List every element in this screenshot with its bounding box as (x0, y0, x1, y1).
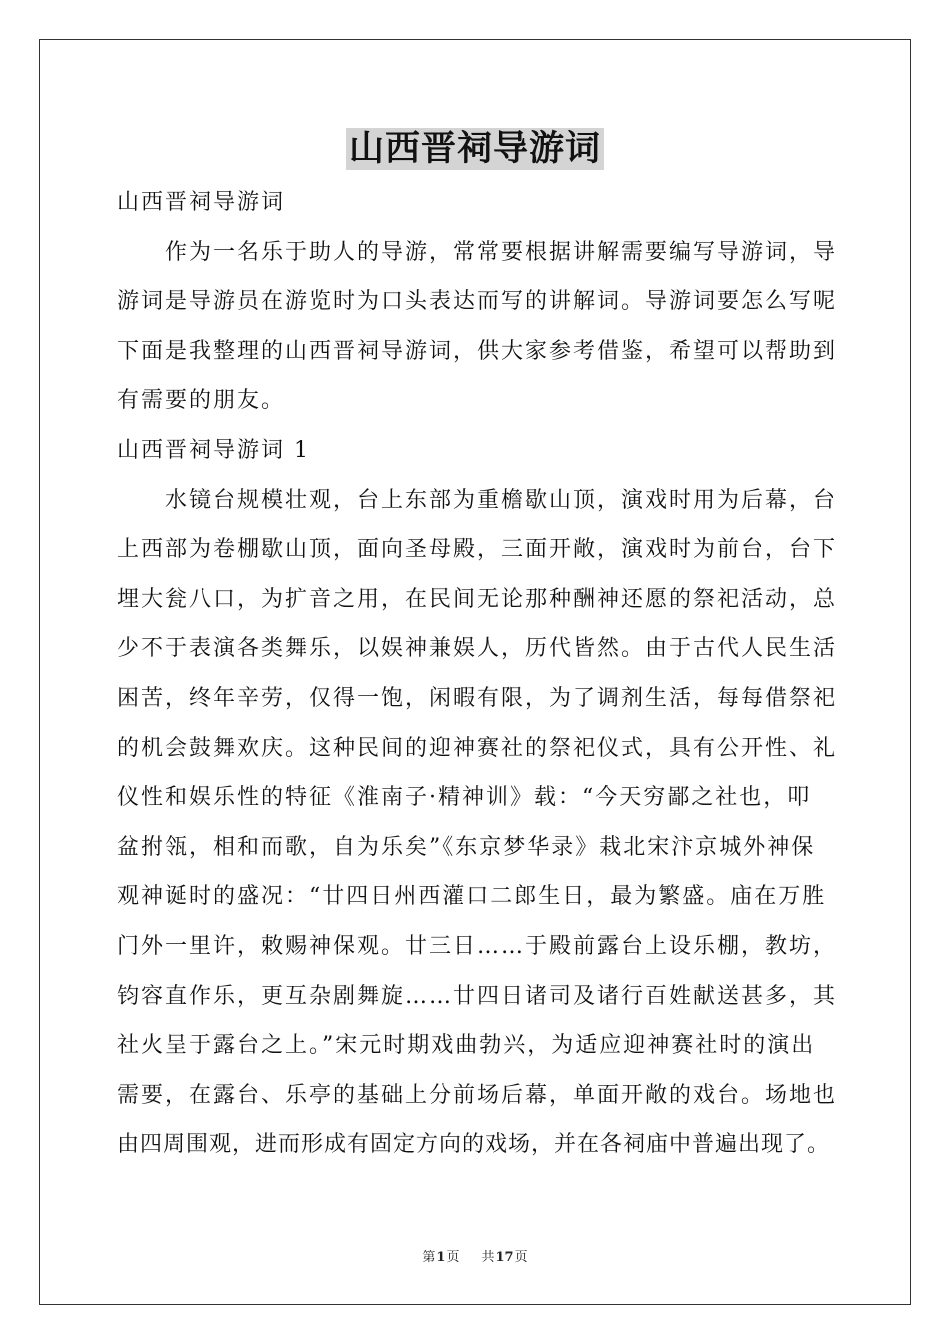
text-line: 仪性和娱乐性的特征《淮南子·精神训》载：“今天穷鄙之社也，叩 (117, 785, 812, 811)
text-line: 游词是导游员在游览时为口头表达而写的讲解词。导游词要怎么写呢 (117, 289, 838, 315)
text-line: 作为一名乐于助人的导游，常常要根据讲解需要编写导游词，导 (165, 239, 838, 265)
text-line: 山西晋祠导游词 1 (117, 437, 310, 463)
text-line: 山西晋祠导游词 (117, 190, 286, 215)
page-footer (0, 1246, 950, 1265)
text-line: 埋大瓮八口，为扩音之用，在民间无论那种酬神还愿的祭祀活动，总 (117, 586, 838, 612)
text-line: 上西部为卷棚歇山顶，面向圣母殿，三面开敞，演戏时为前台，台下 (117, 537, 838, 563)
footer-page-suffix: 页 (446, 1250, 460, 1265)
text-line: 有需要的朋友。 (117, 388, 286, 414)
text-line: 观神诞时的盛况：“廿四日州西灌口二郎生日，最为繁盛。庙在万胜 (117, 884, 827, 910)
text-line: 盆拊瓴，相和而歌，自为乐矣”《东京梦华录》栽北宋汴京城外神保 (117, 834, 816, 860)
footer-total-prefix: 共 (481, 1250, 495, 1265)
text-line: 困苦，终年辛劳，仅得一饱，闲暇有限，为了调剂生活，每每借祭祀 (117, 685, 838, 711)
title-wrap (0, 128, 950, 170)
text-line: 水镜台规模壮观，台上东部为重檐歇山顶，演戏时用为后幕，台 (165, 487, 838, 513)
text-line: 的机会鼓舞欢庆。这种民间的迎神赛社的祭祀仪式，具有公开性、礼 (117, 735, 838, 761)
text-line: 需要，在露台、乐亭的基础上分前场后幕，单面开敞的戏台。场地也 (117, 1082, 838, 1108)
text-line: 门外一里许，敕赐神保观。廿三日……于殿前露台上设乐棚，教坊， (117, 933, 838, 959)
footer-total-suffix: 页 (514, 1250, 528, 1265)
footer-page-prefix: 第 (422, 1250, 436, 1265)
text-line: 社火呈于露台之上。”宋元时期戏曲勃兴，为适应迎神赛社时的演出 (117, 1033, 816, 1059)
text-line: 钧容直作乐，更互杂剧舞旋……廿四日诸司及诸行百姓献送甚多，其 (117, 983, 838, 1009)
text-line: 少不于表演各类舞乐，以娱神兼娱人，历代皆然。由于古代人民生活 (117, 636, 838, 662)
document-title: 山西晋祠导游词 (346, 128, 604, 170)
text-line: 下面是我整理的山西晋祠导游词，供大家参考借鉴，希望可以帮助到 (117, 338, 838, 364)
document-body (117, 178, 841, 1170)
footer-page-number: 1 (436, 1250, 446, 1265)
text-line: 由四周围观，进而形成有固定方向的戏场，并在各祠庙中普遍出现了。 (117, 1132, 831, 1158)
footer-total-pages: 17 (495, 1250, 514, 1265)
